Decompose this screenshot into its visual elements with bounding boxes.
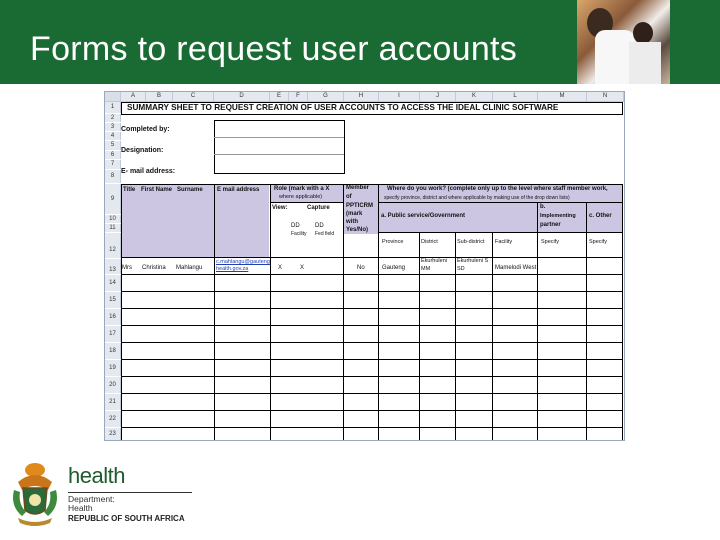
- column-header-j: J: [420, 92, 456, 102]
- table-row-line: [121, 376, 623, 377]
- table-col-line: [622, 184, 623, 440]
- example-district: Ekurhuleni: [421, 258, 447, 264]
- completed-by-input-box[interactable]: [214, 120, 345, 174]
- example-surname: Mahlangu: [176, 265, 203, 271]
- header-b: b.: [540, 204, 546, 210]
- table-border: [270, 202, 343, 203]
- column-header-f: F: [289, 92, 308, 102]
- header-where-work: Where do you work? (complete only up to the level where staff member work,: [387, 186, 608, 192]
- spreadsheet-screenshot: [104, 91, 625, 441]
- row-number: 13: [105, 259, 121, 274]
- table-row-line: [121, 359, 623, 360]
- table-col-line: [455, 232, 456, 440]
- header-facility: Facility: [495, 239, 513, 245]
- header-partner: partner: [540, 222, 561, 228]
- column-header-h: H: [344, 92, 379, 102]
- logo-divider: [68, 492, 192, 493]
- table-col-line: [419, 232, 420, 440]
- health-wordmark: health: [68, 463, 125, 488]
- column-header-a: A: [121, 92, 146, 102]
- slide-title: Forms to request user accounts: [30, 30, 518, 68]
- column-header-l: L: [493, 92, 538, 102]
- row-number: 2: [105, 114, 121, 122]
- header-dd-facility: DD: [291, 223, 300, 229]
- row-number: 8: [105, 170, 121, 183]
- example-member: No: [357, 265, 365, 271]
- label-completed-by: Completed by:: [121, 126, 170, 133]
- row-number: 11: [105, 224, 121, 232]
- row-number: 15: [105, 292, 121, 308]
- table-row-line: [121, 308, 623, 309]
- header-public-service: a. Public service/Government: [381, 213, 466, 219]
- header-member-mark: (mark: [346, 211, 363, 217]
- example-facility: Mamelodi West: [495, 265, 537, 271]
- table-border: [121, 184, 623, 185]
- column-header-b: B: [146, 92, 173, 102]
- table-row-line: [121, 342, 623, 343]
- table-col-line: [378, 184, 379, 440]
- table-row-line: [121, 393, 623, 394]
- example-province: Gauteng: [382, 265, 406, 271]
- row-number: 10: [105, 215, 121, 223]
- row-number: 19: [105, 360, 121, 376]
- label-email-address: E- mail address:: [121, 168, 176, 175]
- example-view-mark: X: [278, 265, 283, 271]
- example-email-line1: c.mahlangu@gauteng: [216, 259, 270, 265]
- sheet-title: SUMMARY SHEET TO REQUEST CREATION OF USER ACCOUNTS TO ACCESS THE IDEAL CLINIC SOFTWARE: [127, 103, 559, 112]
- header-member-yesno: Yes/No): [346, 227, 369, 233]
- header-where-work-sub: specify province, district and where applicable by making use of the drop down lists): [384, 195, 570, 201]
- header-member-of: of: [346, 194, 352, 200]
- header-view: View:: [272, 205, 288, 211]
- column-header-i: I: [379, 92, 420, 102]
- republic-label: REPUBLIC OF SOUTH AFRICA: [68, 514, 185, 523]
- table-col-line: [586, 202, 587, 440]
- table-col-line: [121, 184, 122, 440]
- department-text: Department:: [68, 494, 115, 504]
- sheet-corner: [105, 92, 121, 102]
- column-header-m: M: [538, 92, 587, 102]
- example-capture-mark: X: [300, 265, 305, 271]
- input-divider: [214, 154, 344, 155]
- header-member-with: with: [346, 219, 358, 225]
- row-number: 16: [105, 309, 121, 325]
- header-role-sub: where applicable): [279, 194, 323, 200]
- column-header-g: G: [308, 92, 344, 102]
- header-dd-facility-sub: Facility: [291, 231, 307, 237]
- table-border: [121, 257, 623, 258]
- example-subdistrict: Ekurhuleni S: [457, 258, 489, 264]
- header-dd-fed: DD: [315, 223, 324, 229]
- table-col-line: [343, 184, 344, 440]
- header-province: Province: [382, 239, 404, 245]
- column-header-n: N: [587, 92, 624, 102]
- input-divider: [214, 137, 344, 138]
- row-number: 14: [105, 275, 121, 291]
- row-number: 6: [105, 151, 121, 159]
- column-header-d: D: [214, 92, 270, 102]
- header-title: Title: [123, 187, 136, 193]
- header-role: Role (mark with a X: [274, 186, 330, 192]
- header-surname: Surname: [177, 187, 203, 193]
- header-district: District: [421, 239, 438, 245]
- row-number: 21: [105, 394, 121, 410]
- row-number: 23: [105, 428, 121, 440]
- header-other: c. Other: [589, 213, 612, 219]
- row-number: 20: [105, 377, 121, 393]
- header-email: E mail address: [217, 187, 260, 193]
- row-number: 22: [105, 411, 121, 427]
- header-first-name: First Name: [141, 187, 173, 193]
- column-header-e: E: [270, 92, 289, 102]
- header-specify-other: Specify: [589, 239, 608, 245]
- example-first-name: Christina: [142, 265, 166, 271]
- header-subdistrict: Sub-district: [457, 239, 485, 245]
- row-number: 18: [105, 343, 121, 359]
- header-fill-email: [214, 184, 269, 257]
- header-fill-name: [121, 184, 214, 257]
- table-col-line: [492, 232, 493, 440]
- row-number: 7: [105, 160, 121, 169]
- table-row-line: [121, 410, 623, 411]
- column-header-c: C: [173, 92, 214, 102]
- department-name: Health: [68, 503, 93, 514]
- banner-photo: [577, 0, 670, 84]
- row-number: 1: [105, 102, 121, 113]
- table-row-line: [121, 325, 623, 326]
- title-border-left: [121, 102, 122, 114]
- row-number: 3: [105, 123, 121, 131]
- table-col-line: [214, 184, 215, 440]
- photo-child-body: [629, 42, 661, 84]
- table-row-line: [121, 274, 623, 275]
- header-specify: Specify: [541, 239, 560, 245]
- header-member: Member: [346, 185, 370, 191]
- example-email-line2: health.gov.za: [216, 266, 249, 272]
- label-designation: Designation:: [121, 147, 164, 154]
- table-row-line: [121, 427, 623, 428]
- table-col-line: [537, 202, 538, 440]
- column-header-k: K: [456, 92, 493, 102]
- header-dd-fed-sub: Fed field: [315, 231, 335, 237]
- header-member-ppticrm: PPTICRM: [346, 203, 373, 209]
- photo-child-head: [633, 22, 653, 44]
- header-capture: Capture: [307, 205, 330, 211]
- example-district-2: MM: [421, 266, 431, 272]
- coat-of-arms-icon: [8, 460, 62, 528]
- row-number: 9: [105, 184, 121, 214]
- row-number: 12: [105, 233, 121, 258]
- example-subdistrict-2: SD: [457, 266, 465, 272]
- table-col-line: [270, 184, 271, 440]
- row-number: 17: [105, 326, 121, 342]
- example-title: Mrs: [122, 265, 132, 271]
- title-border-right: [622, 102, 623, 114]
- row-number: 5: [105, 141, 121, 150]
- header-implementing: Implementing: [540, 213, 576, 219]
- title-border-bottom: [121, 114, 623, 115]
- table-row-line: [121, 291, 623, 292]
- row-number: 4: [105, 132, 121, 140]
- department-label: [68, 495, 115, 514]
